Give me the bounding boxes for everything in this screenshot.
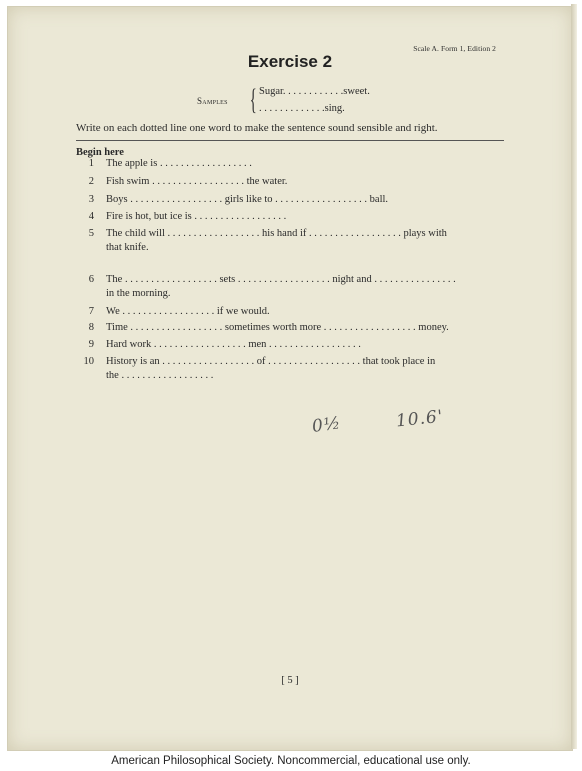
samples-block [197,83,397,120]
item-number: 2 [88,176,94,187]
item-text-continued: the . . . . . . . . . . . . . . . . . . [106,370,214,381]
item-number: 1 [88,158,94,169]
item-text: The . . . . . . . . . . . . . . . . . . sets . . . . . . . . . . . . . . . . . . night and . . . . . . . . . . . . . . . . [106,274,456,285]
sample-line-1: Sugar. . . . . . . . . . . .sweet. [259,86,370,97]
item-text-continued: in the morning. [106,288,171,299]
item-text: Fire is hot, but ice is . . . . . . . . . . . . . . . . . . [106,211,287,222]
item-number: 7 [88,306,94,317]
handwritten-score-1: 0½ [310,413,343,437]
begin-here-label: Begin here [76,147,124,158]
item-text: Hard work . . . . . . . . . . . . . . . . . . men . . . . . . . . . . . . . . . . . . [106,339,361,350]
samples-label: Samples [197,96,228,106]
item-text: Boys . . . . . . . . . . . . . . . . . . girls like to . . . . . . . . . . . . . . . . . . ball. [106,194,389,205]
item-number: 10 [83,356,94,367]
sample-line-2: . . . . . . . . . . . . .sing. [259,103,345,114]
divider-rule [76,140,504,141]
item-text: Time . . . . . . . . . . . . . . . . . . sometimes worth more . . . . . . . . . . . . . . . . . . money. [106,322,449,333]
item-number: 4 [88,211,94,222]
item-text: The apple is . . . . . . . . . . . . . . . . . . [106,158,252,169]
item-text: The child will . . . . . . . . . . . . . . . . . . his hand if . . . . . . . . . . . . . . . . . . plays with [106,228,447,239]
exercise-title: Exercise 2 [247,52,333,71]
scale-form-edition: Scale A. Form 1, Edition 2 [413,44,496,53]
item-number: 5 [88,228,94,239]
item-number: 3 [88,194,94,205]
item-text: We . . . . . . . . . . . . . . . . . . if we would. [106,306,270,317]
page-edge [571,4,577,749]
brace-icon: { [249,83,257,116]
footer-credit: American Philosophical Society. Noncommercial, educational use only. [111,755,471,767]
item-number: 8 [88,322,94,333]
item-text: Fish swim . . . . . . . . . . . . . . . . . . the water. [106,176,288,187]
item-number: 9 [88,339,94,350]
page-number: [ 5 ] [281,675,299,686]
document-page [7,6,573,751]
instruction-text: Write on each dotted line one word to make the sentence sound sensible and right. [76,122,438,134]
item-number: 6 [88,274,94,285]
item-text: History is an . . . . . . . . . . . . . . . . . . of . . . . . . . . . . . . . . . . . . that took place in [106,356,436,367]
handwritten-score-2: 10.6' [395,406,445,432]
item-text-continued: that knife. [106,242,149,253]
